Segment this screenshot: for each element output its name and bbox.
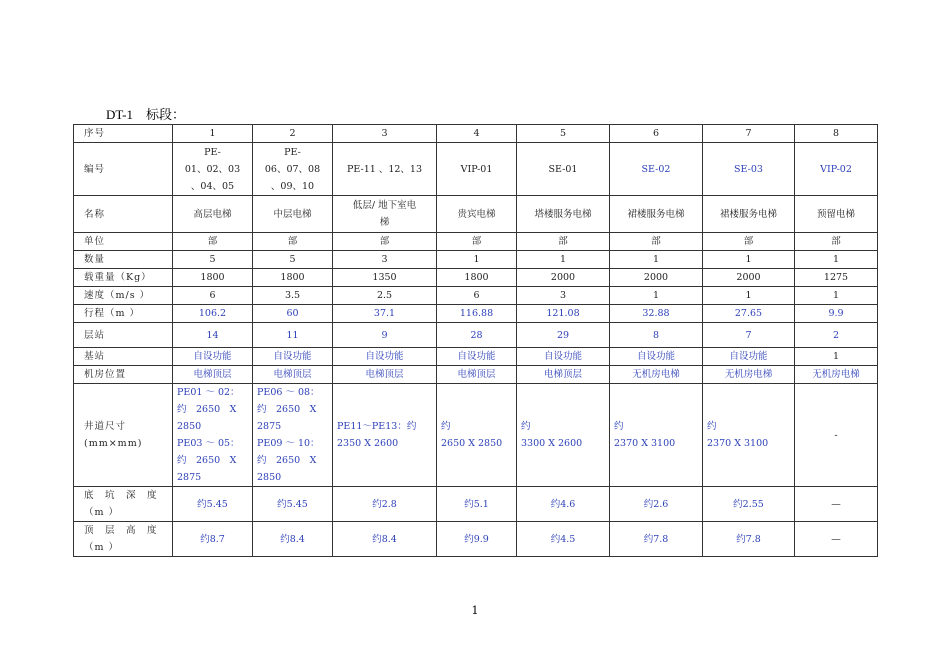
row-label: 名称 [74,196,173,233]
cell-line: 2370 X 3100 [614,438,676,449]
cell-line: 约 2650 X [177,455,237,466]
cell-line: 06、07、08 [264,163,321,175]
row-quantity [74,251,878,269]
row-label: 机房位置 [74,366,173,384]
table-cell: 无机房电梯 [703,366,795,384]
table-cell: 部 [437,233,517,251]
cell-line: 低层/ 地下室电 [352,200,417,211]
cell-line: 2850 [177,421,202,432]
table-cell [333,196,437,233]
table-cell: 自设功能 [253,348,333,366]
label-line: 井道尺寸 [84,421,127,432]
table-cell: 7 [703,323,795,348]
label-line: （m ） [84,507,120,518]
table-cell: 8 [610,323,703,348]
table-cell: 约8.7 [173,522,253,557]
row-label [74,487,173,522]
row-shaft-size [74,384,878,487]
table-cell: 6 [173,287,253,305]
cell-line: 约 [521,421,531,432]
table-cell: SE-01 [517,143,610,196]
table-cell: 部 [253,233,333,251]
cell-line: 2350 X 2600 [337,438,399,449]
table-cell: 6 [437,287,517,305]
table-cell: 裙楼服务电梯 [610,196,703,233]
table-cell: 约8.4 [333,522,437,557]
table-cell: 6 [610,125,703,143]
row-base-station [74,348,878,366]
table-cell [173,384,253,487]
row-travel [74,305,878,323]
table-cell: 约9.9 [437,522,517,557]
row-label: 基站 [74,348,173,366]
table-cell [173,143,253,196]
table-cell: SE-02 [610,143,703,196]
table-cell: 约7.8 [610,522,703,557]
cell-line: PE11～PE13：约 [337,421,417,432]
row-label [74,522,173,557]
table-cell: 自设功能 [517,348,610,366]
table-cell: 约2.55 [703,487,795,522]
table-cell: VIP-01 [437,143,517,196]
table-cell: 3 [517,287,610,305]
cell-line: 、09、10 [270,180,315,192]
table-cell: 约5.1 [437,487,517,522]
table-cell: 1 [703,251,795,269]
table-cell: 部 [333,233,437,251]
table-cell: 无机房电梯 [795,366,878,384]
row-label: 序号 [74,125,173,143]
table-cell: 无机房电梯 [610,366,703,384]
table-cell: 3 [333,125,437,143]
cell-line: 梯 [379,217,390,228]
row-load [74,269,878,287]
table-cell: 106.2 [173,305,253,323]
elevator-spec-table [73,124,878,557]
cell-line: PE- [284,146,301,158]
section-title: DT-1 标段： [106,107,185,122]
table-cell: 贵宾电梯 [437,196,517,233]
table-cell: 121.08 [517,305,610,323]
table-cell: 电梯顶层 [517,366,610,384]
table-cell: 8 [795,125,878,143]
cell-line: 2850 [257,472,282,483]
table-cell: 中层电梯 [253,196,333,233]
cell-line: PE09 ～ 10： [257,438,320,449]
cell-line: 2875 [177,472,202,483]
cell-line: 、04、05 [190,180,235,192]
table-cell: 28 [437,323,517,348]
table-cell: PE-11 、12、13 [333,143,437,196]
cell-line: PE01 ～ 02： [177,387,240,398]
cell-line: 约 [707,421,717,432]
table-cell: 2000 [517,269,610,287]
table-cell: 1800 [173,269,253,287]
row-unit [74,233,878,251]
table-cell: 1800 [437,269,517,287]
label-line: (mm×mm) [84,438,143,449]
table-cell: 1 [795,251,878,269]
table-cell: 自设功能 [173,348,253,366]
table-cell: 塔楼服务电梯 [517,196,610,233]
table-cell: 高层电梯 [173,196,253,233]
table-cell: 约7.8 [703,522,795,557]
table-cell: 1 [173,125,253,143]
table-cell: 自设功能 [333,348,437,366]
cell-line: 约 2650 X [257,455,317,466]
table-cell [517,384,610,487]
table-cell: 5 [517,125,610,143]
table-cell: VIP-02 [795,143,878,196]
table-cell: 2000 [703,269,795,287]
page-number: 1 [471,604,479,617]
table-cell: — [795,487,878,522]
table-cell: 116.88 [437,305,517,323]
table-cell: 7 [703,125,795,143]
row-label: 单位 [74,233,173,251]
row-machine-room [74,366,878,384]
table-cell: 1 [610,287,703,305]
table-cell: 5 [253,251,333,269]
cell-line: PE- [204,146,221,158]
table-cell: 自设功能 [703,348,795,366]
table-cell: 约5.45 [253,487,333,522]
table-cell: 部 [610,233,703,251]
table-cell: 9 [333,323,437,348]
table-cell [333,384,437,487]
row-label: 速度（m/s ） [74,287,173,305]
row-name [74,196,878,233]
table-cell: 部 [173,233,253,251]
table-cell: 1 [795,348,878,366]
table-cell: 1275 [795,269,878,287]
table-cell: 29 [517,323,610,348]
table-cell: 1 [795,287,878,305]
table-cell: 3 [333,251,437,269]
row-top-height [74,522,878,557]
table-cell: 约4.6 [517,487,610,522]
table-cell: 1 [517,251,610,269]
table-cell: 约2.8 [333,487,437,522]
row-label: 层站 [74,323,173,348]
row-label: 载重量（Kg） [74,269,173,287]
table-cell: 预留电梯 [795,196,878,233]
table-cell: 约4.5 [517,522,610,557]
table-cell: 约8.4 [253,522,333,557]
cell-line: 2650 X 2850 [441,438,503,449]
table-cell: 电梯顶层 [437,366,517,384]
table-cell [610,384,703,487]
table-cell: 9.9 [795,305,878,323]
cell-line: PE06 ～ 08： [257,387,320,398]
table-cell: 2 [253,125,333,143]
table-cell: 1 [703,287,795,305]
table-cell [703,384,795,487]
table-cell: 电梯顶层 [333,366,437,384]
label-line: 顶 层 高 度 [84,525,158,536]
table-cell: 37.1 [333,305,437,323]
row-speed [74,287,878,305]
table-cell: 部 [703,233,795,251]
table-cell [437,384,517,487]
table-cell: 裙楼服务电梯 [703,196,795,233]
table-cell: 1 [437,251,517,269]
table-cell: 14 [173,323,253,348]
table-cell: 60 [253,305,333,323]
table-cell: SE-03 [703,143,795,196]
label-line: （m ） [84,542,120,553]
row-label [74,384,173,487]
table-cell: 2000 [610,269,703,287]
table-cell: 自设功能 [610,348,703,366]
table-cell: 2 [795,323,878,348]
cell-line: 3300 X 2600 [521,438,583,449]
cell-line: PE03 ～ 05： [177,438,240,449]
table-cell: 11 [253,323,333,348]
label-line: 底 坑 深 度 [84,490,158,501]
row-label: 行程（m ） [74,305,173,323]
cell-line: 2875 [257,421,282,432]
table-cell: 1800 [253,269,333,287]
cell-line: 01、02、03 [184,163,241,175]
row-label: 编号 [74,143,173,196]
table-cell: 电梯顶层 [253,366,333,384]
table-cell [253,143,333,196]
table-cell: — [795,522,878,557]
table-cell: 部 [795,233,878,251]
cell-line: 2370 X 3100 [707,438,769,449]
table-cell: 5 [173,251,253,269]
cell-line: 约 2650 X [257,404,317,415]
row-id [74,143,878,196]
table-cell: 2.5 [333,287,437,305]
cell-line: 约 2650 X [177,404,237,415]
cell-line: 约 [441,421,451,432]
table-cell: 1350 [333,269,437,287]
table-cell [253,384,333,487]
row-label: 数量 [74,251,173,269]
row-pit-depth [74,487,878,522]
table-cell: 电梯顶层 [173,366,253,384]
table-cell: 32.88 [610,305,703,323]
table-cell: 部 [517,233,610,251]
table-cell: 约2.6 [610,487,703,522]
table-cell: 1 [610,251,703,269]
table-cell: 27.65 [703,305,795,323]
table-cell: 4 [437,125,517,143]
table-cell: 3.5 [253,287,333,305]
row-stops [74,323,878,348]
cell-line: 约 [614,421,624,432]
table-cell: 约5.45 [173,487,253,522]
table-cell: - [795,384,878,487]
row-sequence [74,125,878,143]
table-cell: 自设功能 [437,348,517,366]
